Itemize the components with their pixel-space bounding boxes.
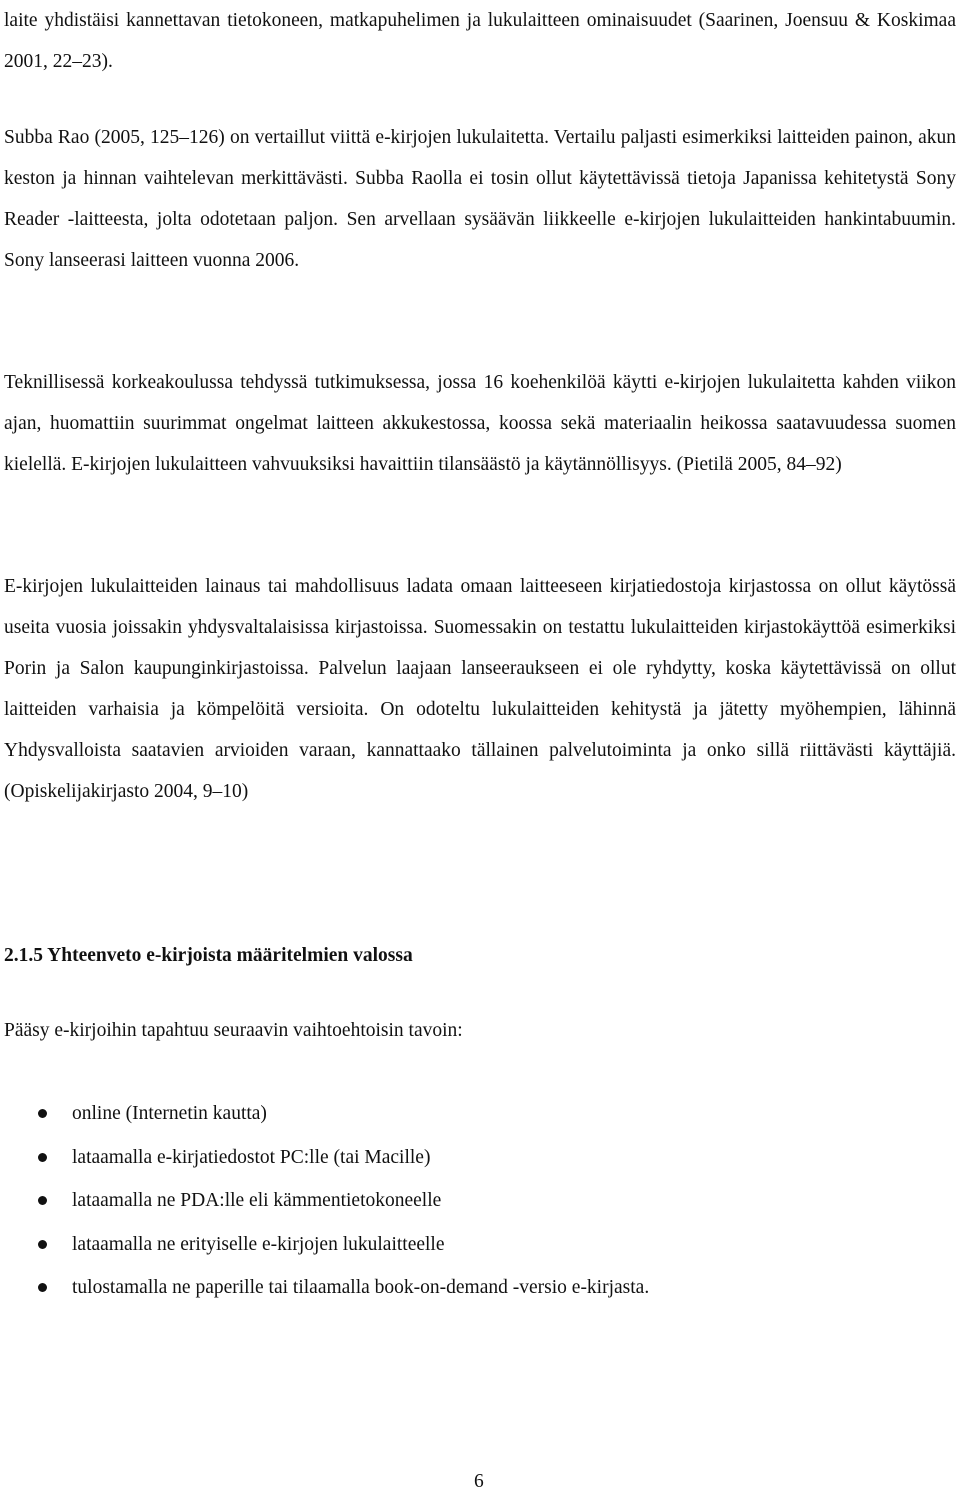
bullet-icon [38, 1109, 47, 1118]
list-item-text: tulostamalla ne paperille tai tilaamalla book-on-demand -versio e-kirjasta. [72, 1277, 650, 1298]
list-item-text: online (Internetin kautta) [72, 1103, 267, 1124]
section-heading: 2.1.5 Yhteenveto e-kirjoista määritelmien valossa [4, 945, 413, 966]
bullet-icon [38, 1283, 47, 1292]
bullet-icon [38, 1240, 47, 1249]
paragraph-subba-rao-comparison: Subba Rao (2005, 125–126) on vertaillut viittä e-kirjojen lukulaitetta. Vertailu paljasti esimerkiksi laitteiden painon, akun keston ja hinnan vaihtelevan merkittävästi. Subba Raolla ei tosin ollut käytettävissä tietoja Japanissa kehitetystä Sony Reader -laitteesta, jolta odotetaan paljon. Sen arvellaan sysäävän liikkeelle e-kirjojen lukulaitteiden hankintabuumin. Sony lanseerasi laitteen vuonna 2006. [4, 127, 956, 271]
section-intro: Pääsy e-kirjoihin tapahtuu seuraavin vaihtoehtoisin tavoin: [4, 1020, 463, 1041]
list-item [4, 1266, 649, 1310]
list-item-text: lataamalla e-kirjatiedostot PC:lle (tai Macille) [72, 1146, 431, 1168]
bullet-icon [38, 1153, 47, 1162]
list-item [4, 1092, 649, 1136]
list-item [4, 1136, 649, 1180]
paragraph-library-lending: E-kirjojen lukulaitteiden lainaus tai mahdollisuus ladata omaan laitteeseen kirjatiedostoja kirjastossa on ollut käytössä useita vuosia joissakin yhdysvaltalaisissa kirjastoissa. Suomessakin on testattu lukulaitteiden kirjastokäyttöä esimerkiksi Porin ja Salon kaupunginkirjastoissa. Palvelun laajaan lanseeraukseen ei ole ryhdytty, koska käytettävissä on ollut laitteiden varhaisia ja kömpelöitä versioita. On odoteltu lukulaitteiden kehitystä ja jätetty myöhempien, lähinnä Yhdysvalloista saatavien arvioiden varaan, kannattaako tällainen palvelutoiminta ja onko sillä riittävästi käyttäjiä. (Opiskelijakirjasto 2004, 9–10) [4, 576, 956, 802]
paragraph-tkk-study: Teknillisessä korkeakoulussa tehdyssä tutkimuksessa, jossa 16 koehenkilöä käytti e-kirjojen lukulaitetta kahden viikon ajan, huomattiin suurimmat ongelmat laitteen akkukestossa, koossa sekä materiaalin heikossa saatavuudessa suomen kielellä. E-kirjojen lukulaitteen vahvuuksiksi havaittiin tilansäästö ja käytännöllisyys. (Pietilä 2005, 84–92) [4, 372, 956, 475]
list-item [4, 1223, 649, 1267]
bullet-icon [38, 1196, 47, 1205]
page-number: 6 [474, 1471, 484, 1492]
access-methods-list [4, 1092, 649, 1310]
list-item-text: lataamalla ne erityiselle e-kirjojen lukulaitteelle [72, 1233, 445, 1255]
paragraph-device-features: laite yhdistäisi kannettavan tietokoneen, matkapuhelimen ja lukulaitteen ominaisuudet (Saarinen, Joensuu & Koskimaa 2001, 22–23). [4, 10, 956, 72]
list-item-text: lataamalla ne PDA:lle eli kämmentietokoneelle [72, 1190, 442, 1211]
list-item [4, 1179, 649, 1223]
